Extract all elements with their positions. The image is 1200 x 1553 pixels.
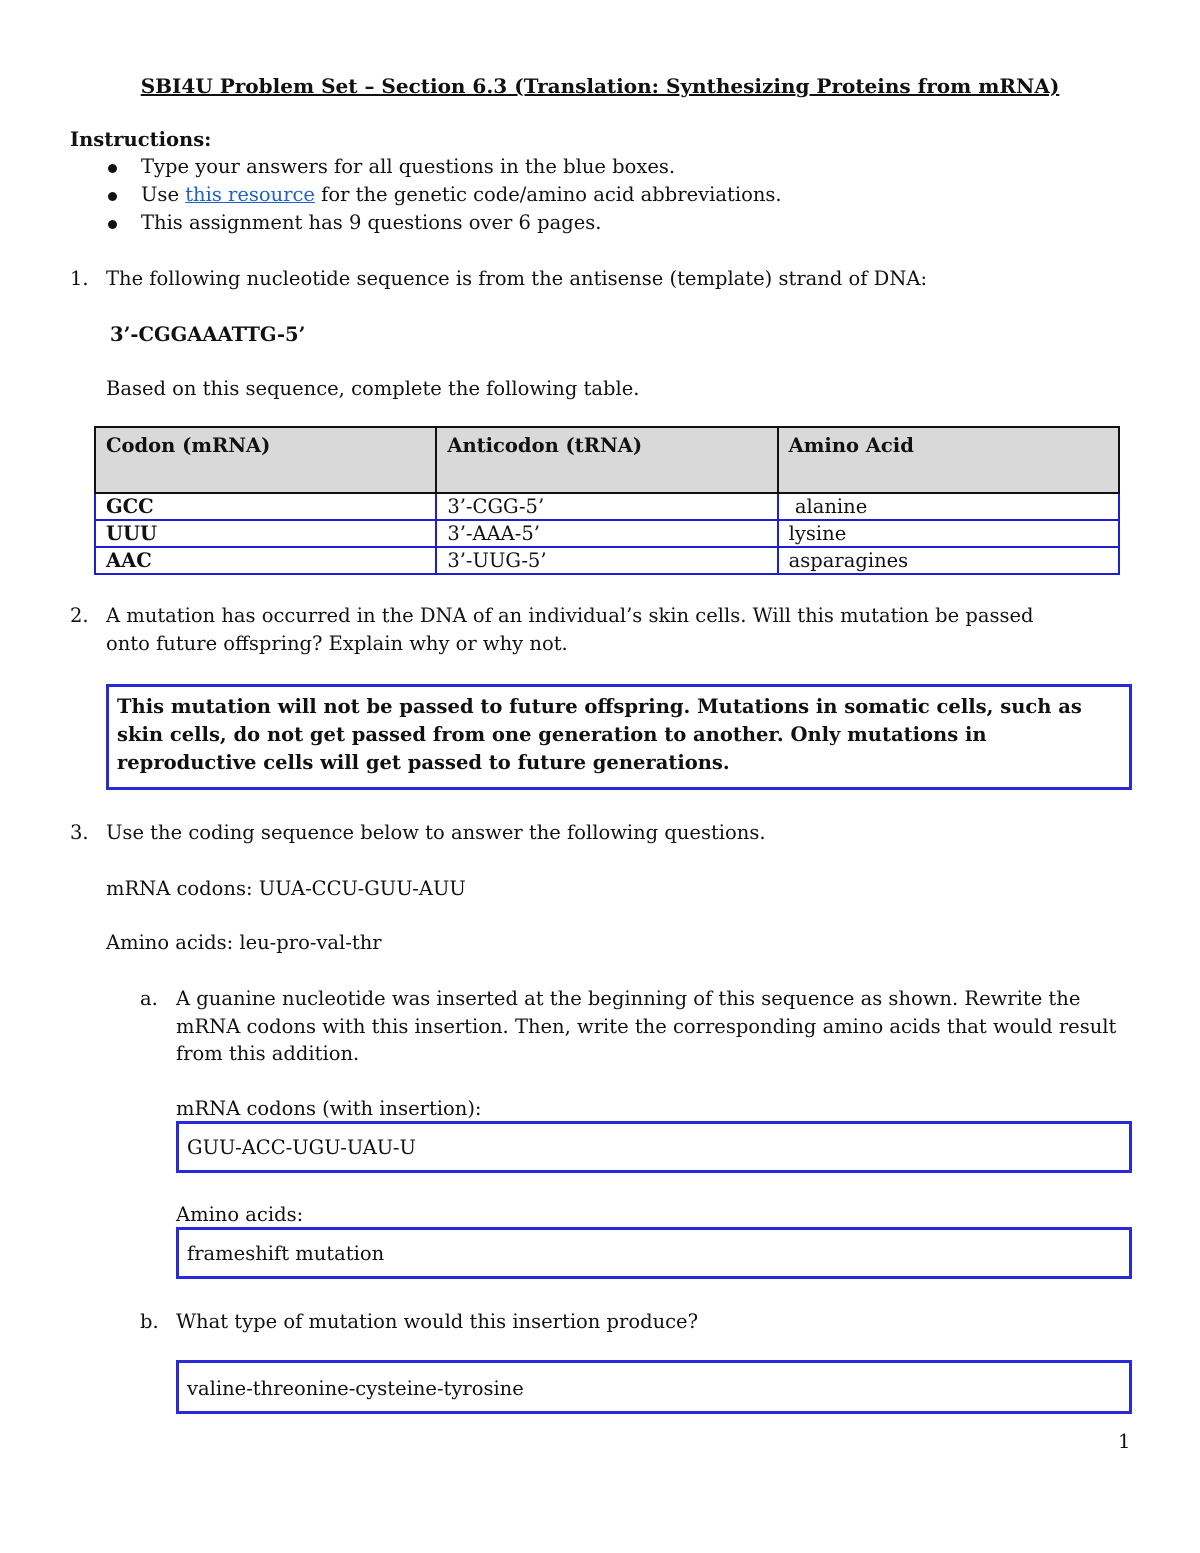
instruction-text: for the genetic code/amino acid abbreviations. [314, 183, 782, 206]
bullet-icon [108, 164, 117, 173]
question-prompt: Based on this sequence, complete the following table. [106, 377, 640, 400]
codon-table [94, 426, 1120, 575]
bullet-icon [108, 220, 117, 229]
question-number: 2. [70, 604, 89, 627]
codon-cell[interactable]: AAC [95, 547, 436, 574]
mrna-codons: mRNA codons: UUA-CCU-GUU-AUU [106, 877, 466, 900]
instruction-item [141, 183, 782, 206]
subquestion-text: What type of mutation would this insertion produce? [176, 1310, 699, 1333]
instruction-item: Type your answers for all questions in the blue boxes. [141, 155, 676, 178]
answer-label: Amino acids: [176, 1203, 304, 1226]
table-row [95, 547, 1119, 574]
table-header: Codon (mRNA) [95, 427, 436, 493]
answer-box-q2[interactable]: This mutation will not be passed to future offspring. Mutations in somatic cells, such as skin cells, do not get passed from one generation to another. Only mutations in reproductive cells will get passed to future generations. [106, 684, 1132, 790]
question-text: Use the coding sequence below to answer the following questions. [106, 821, 766, 844]
amino-acid-cell[interactable]: alanine [778, 493, 1119, 520]
answer-box-amino-acids[interactable]: frameshift mutation [176, 1227, 1132, 1279]
page-number: 1 [1118, 1430, 1131, 1453]
question-text: A mutation has occurred in the DNA of an individual’s skin cells. Will this mutation be passed [106, 604, 1034, 627]
anticodon-cell[interactable]: 3’-UUG-5’ [436, 547, 777, 574]
instructions-heading: Instructions: [70, 128, 212, 151]
answer-label: mRNA codons (with insertion): [176, 1097, 482, 1120]
subquestion-letter: b. [140, 1310, 159, 1333]
resource-link[interactable]: this resource [185, 183, 315, 206]
dna-sequence: 3’-CGGAAATTG-5’ [110, 323, 306, 346]
question-text: onto future offspring? Explain why or why not. [106, 632, 568, 655]
table-row [95, 520, 1119, 547]
table-row [95, 493, 1119, 520]
table-header: Anticodon (tRNA) [436, 427, 777, 493]
subquestion-text: A guanine nucleotide was inserted at the beginning of this sequence as shown. Rewrite the [176, 987, 1081, 1010]
amino-acids: Amino acids: leu-pro-val-thr [106, 931, 382, 954]
codon-cell[interactable]: UUU [95, 520, 436, 547]
question-number: 1. [70, 267, 89, 290]
amino-acid-cell[interactable]: lysine [778, 520, 1119, 547]
question-text: The following nucleotide sequence is from the antisense (template) strand of DNA: [106, 267, 928, 290]
bullet-icon [108, 192, 117, 201]
instruction-item: This assignment has 9 questions over 6 pages. [141, 211, 602, 234]
subquestion-letter: a. [140, 987, 158, 1010]
instruction-text: Use [141, 183, 186, 206]
page-title: SBI4U Problem Set – Section 6.3 (Translation: Synthesizing Proteins from mRNA) [140, 74, 1060, 98]
amino-acid-cell[interactable]: asparagines [778, 547, 1119, 574]
anticodon-cell[interactable]: 3’-CGG-5’ [436, 493, 777, 520]
question-number: 3. [70, 821, 89, 844]
answer-box-mrna[interactable]: GUU-ACC-UGU-UAU-U [176, 1121, 1132, 1173]
anticodon-cell[interactable]: 3’-AAA-5’ [436, 520, 777, 547]
answer-box-mutation-type[interactable]: valine-threonine-cysteine-tyrosine [176, 1360, 1132, 1414]
subquestion-text: from this addition. [176, 1042, 360, 1065]
table-header-row [95, 427, 1119, 493]
subquestion-text: mRNA codons with this insertion. Then, write the corresponding amino acids that would result [176, 1015, 1117, 1038]
table-header: Amino Acid [778, 427, 1119, 493]
codon-cell[interactable]: GCC [95, 493, 436, 520]
